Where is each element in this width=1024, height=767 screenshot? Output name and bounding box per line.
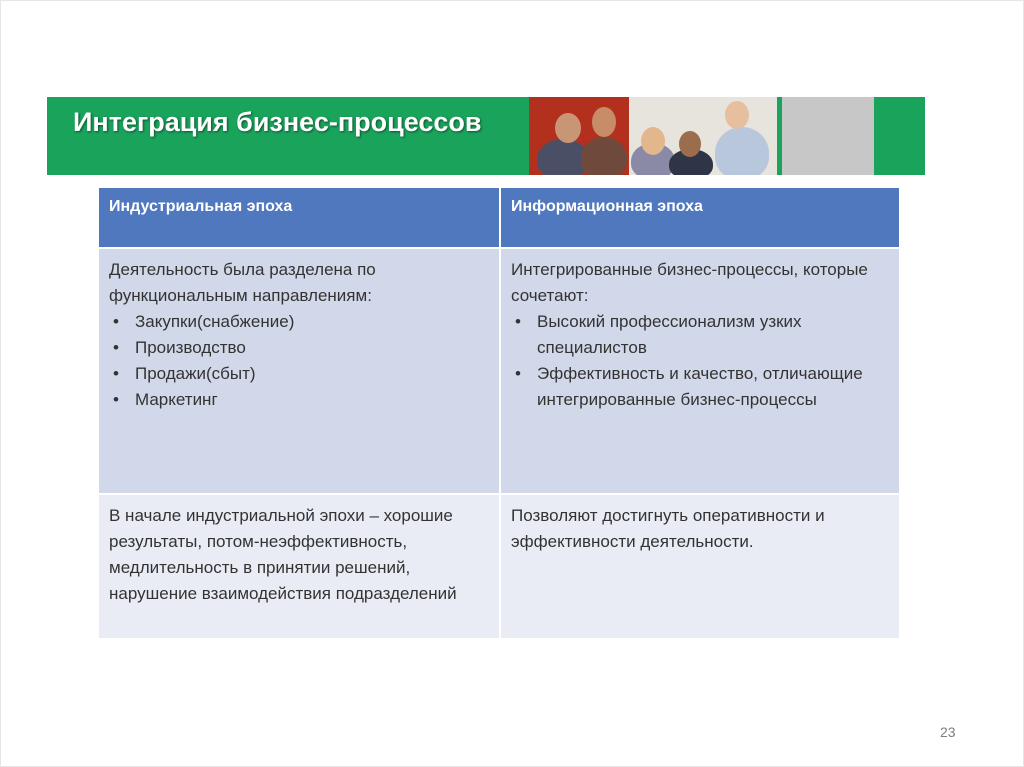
- column-header-industrial: Индустриальная эпоха: [99, 188, 499, 247]
- cell-intro: Деятельность была разделена по функциональным направлениям:: [109, 260, 376, 305]
- page-number: 23: [940, 724, 956, 740]
- table-cell: В начале индустриальной эпохи – хорошие результаты, потом-неэффективность, медлительность в принятии решений, нарушение взаимодействия подразделений: [99, 493, 499, 638]
- list-item: • Продажи(сбыт): [109, 361, 489, 387]
- list-item: • Закупки(снабжение): [109, 309, 489, 335]
- cell-intro: Интегрированные бизнес-процессы, которые сочетают:: [511, 260, 868, 305]
- table-row: [99, 493, 899, 638]
- column-header-information: Информационная эпоха: [499, 188, 899, 247]
- table-cell: [99, 247, 499, 493]
- table-cell: [499, 247, 899, 493]
- table-header-row: [99, 188, 899, 247]
- list-item: • Маркетинг: [109, 387, 489, 413]
- bullet-list: [511, 309, 889, 413]
- comparison-table: [99, 188, 899, 638]
- banner-gray-block: [782, 97, 874, 175]
- list-item: • Высокий профессионализм узких специалистов: [511, 309, 889, 361]
- slide-title: Интеграция бизнес-процессов: [73, 107, 482, 137]
- list-item: • Производство: [109, 335, 489, 361]
- banner-green-block: [876, 97, 925, 175]
- team-photo: [529, 97, 777, 175]
- title-banner: [47, 97, 925, 175]
- bullet-list: [109, 309, 489, 413]
- table-cell: Позволяют достигнуть оперативности и эффективности деятельности.: [499, 493, 899, 638]
- table-row: [99, 247, 899, 493]
- list-item: • Эффективность и качество, отличающие интегрированные бизнес-процессы: [511, 361, 889, 413]
